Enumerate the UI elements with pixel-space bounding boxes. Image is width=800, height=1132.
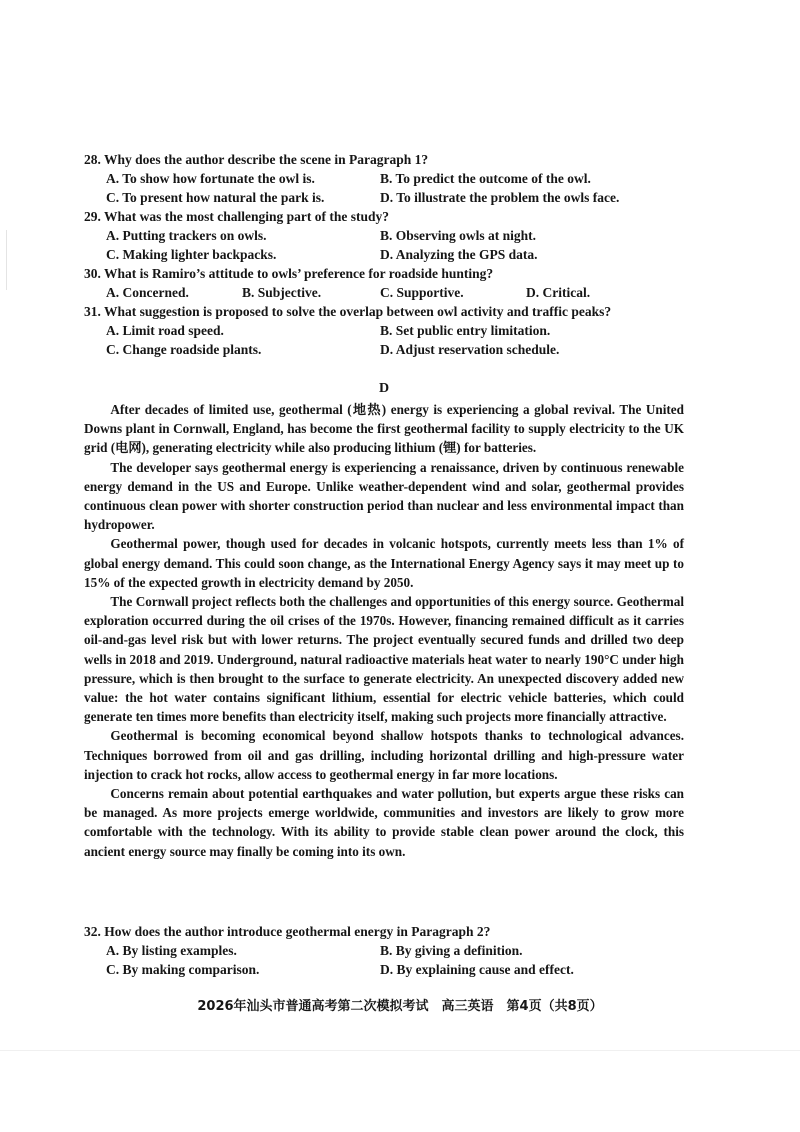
option-c: C. Change roadside plants. — [106, 342, 262, 357]
scan-edge — [6, 230, 7, 290]
question-stem: 30. What is Ramiro’s attitude to owls’ preference for roadside hunting? — [84, 266, 494, 281]
option-c: C. To present how natural the park is. — [106, 190, 325, 205]
option-c: C. By making comparison. — [106, 962, 260, 977]
question-stem: 29. What was the most challenging part of the study? — [84, 209, 390, 224]
passage-paragraph: The Cornwall project reflects both the challenges and opportunities of this energy source. Geothermal exploration occurred during the oil crises of the 1970s. However, financing remained difficult as it carries oil-and-gas level risk but with lower returns. The project eventually secured funds and drilled two deep wells in 2018 and 2019. Underground, natural radioactive materials heat water to nearly 190°C under high pressure, which is then brought to the surface to generate electricity. An unexpected discovery added new value: the hot water contains significant lithium, essential for electric vehicle batteries, which could generate ten times more benefits than electricity itself, making such projects more financially attractive. — [84, 594, 684, 725]
question-30 — [84, 264, 644, 302]
option-b: B. To predict the outcome of the owl. — [380, 171, 591, 186]
scan-edge — [0, 1050, 800, 1051]
option-b: B. Subjective. — [242, 285, 322, 300]
option-c: C. Supportive. — [380, 285, 464, 300]
option-b: B. Set public entry limitation. — [380, 323, 551, 338]
passage-paragraph: After decades of limited use, geothermal (地热) energy is experiencing a global revival. The United Downs plant in Cornwall, England, has become the first geothermal facility to supply electricity to the UK grid (电网), generating electricity while also producing lithium (锂) for batteries. — [84, 402, 684, 456]
option-b: B. Observing owls at night. — [380, 228, 537, 243]
option-d: D. Critical. — [526, 285, 591, 300]
passage-paragraph: Concerns remain about potential earthquakes and water pollution, but experts argue these risks can be managed. As more projects emerge worldwide, communities and investors are likely to grow more comfortable with the technology. With its ability to provide stable clean power around the clock, this ancient energy source may finally be coming into its own. — [84, 786, 684, 859]
section-heading: D — [379, 381, 390, 396]
option-d: D. By explaining cause and effect. — [380, 962, 574, 977]
option-row — [84, 226, 644, 245]
option-b: B. By giving a definition. — [380, 943, 523, 958]
option-c: C. Making lighter backpacks. — [106, 247, 277, 262]
option-d: D. Adjust reservation schedule. — [380, 342, 560, 357]
passage-paragraph: The developer says geothermal energy is experiencing a renaissance, driven by continuous renewable energy demand in the US and Europe. Unlike weather-dependent wind and solar, geothermal provides continuous clean power with shorter construction period than nuclear and less environmental impact than hydropower. — [84, 459, 684, 533]
page-footer: 2026年汕头市普通高考第二次模拟考试 高三英语 第4页（共8页） — [197, 999, 603, 1014]
option-a: A. By listing examples. — [106, 943, 237, 958]
question-28 — [84, 150, 644, 207]
option-row — [84, 245, 644, 264]
passage-paragraph: Geothermal power, though used for decades in volcanic hotspots, currently meets less than 1% of global energy demand. This could soon change, as the International Energy Agency says it may meet up to 15% of the expected growth in electricity demand by 2050. — [84, 536, 684, 590]
question-stem: 28. Why does the author describe the scene in Paragraph 1? — [84, 152, 429, 167]
question-29 — [84, 207, 644, 264]
question-stem: 32. How does the author introduce geothermal energy in Paragraph 2? — [84, 924, 491, 939]
option-a: A. Putting trackers on owls. — [106, 228, 267, 243]
option-a: A. Concerned. — [106, 285, 189, 300]
reading-passage — [84, 400, 684, 861]
option-a: A. To show how fortunate the owl is. — [106, 171, 315, 186]
option-row — [84, 169, 644, 188]
option-d: D. To illustrate the problem the owls face. — [380, 190, 620, 205]
question-31 — [84, 302, 644, 359]
option-row — [84, 340, 644, 359]
option-row — [84, 321, 644, 340]
question-32 — [84, 922, 644, 979]
option-row — [84, 941, 644, 960]
passage-paragraph: Geothermal is becoming economical beyond shallow hotspots thanks to technological advances. Techniques borrowed from oil and gas drilling, including horizontal drilling and high-pressure water injection to crack hot rocks, allow access to geothermal energy in far more locations. — [84, 728, 684, 782]
option-d: D. Analyzing the GPS data. — [380, 247, 538, 262]
option-row — [84, 188, 644, 207]
option-a: A. Limit road speed. — [106, 323, 224, 338]
question-stem: 31. What suggestion is proposed to solve the overlap between owl activity and traffic peaks? — [84, 304, 612, 319]
option-row — [84, 283, 644, 302]
option-row — [84, 960, 644, 979]
